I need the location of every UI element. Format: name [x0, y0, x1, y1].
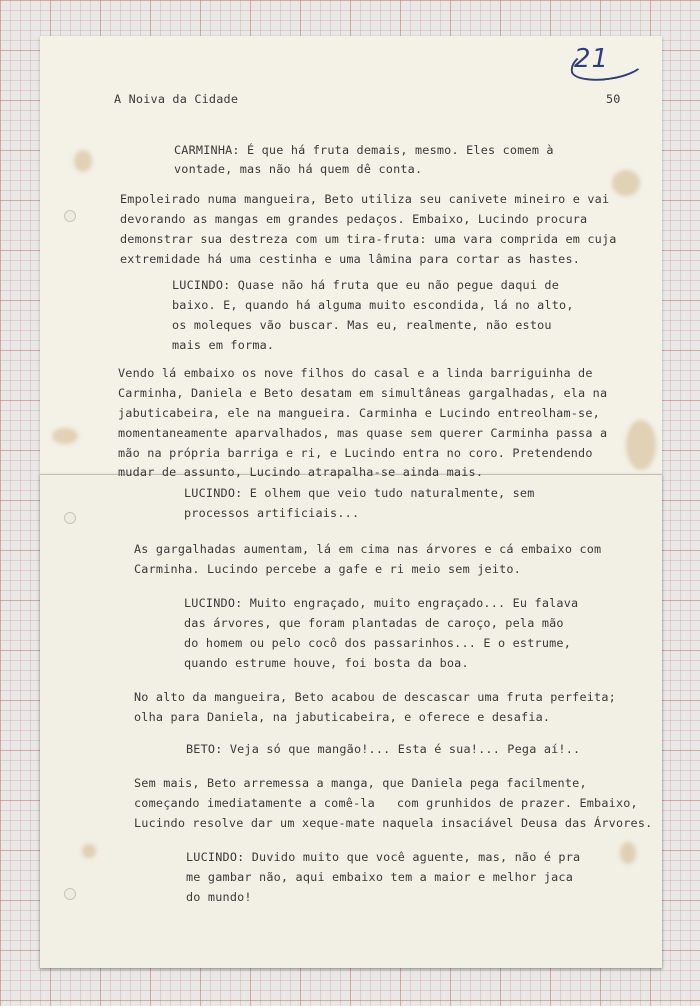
action-line: momentaneamente aparvalhados, mas quase sem querer Carminha passa a: [118, 426, 608, 440]
action-line: Carminha, Daniela e Beto desatam em simultâneas gargalhadas, ela na: [118, 386, 608, 400]
stain-mark: [82, 844, 96, 858]
page-number: 50: [606, 92, 621, 106]
dialogue-line: das árvores, que foram plantadas de caroço, pela mão: [184, 616, 564, 630]
action-line: jabuticabeira, ele na mangueira. Carminha e Lucindo entreolham-se,: [118, 406, 600, 420]
dialogue-line: do homem ou pelo cocô dos passarinhos... E o estrume,: [184, 636, 572, 650]
punch-hole: [64, 888, 76, 900]
dialogue-line: LUCINDO: E olhem que veio tudo naturalmente, sem: [184, 486, 535, 500]
dialogue-line: CARMINHA: É que há fruta demais, mesmo. Eles comem à: [174, 143, 554, 157]
dialogue-line: LUCINDO: Muito engraçado, muito engraçado... Eu falava: [184, 596, 579, 610]
stain-mark: [74, 150, 92, 172]
action-line: Carminha. Lucindo percebe a gafe e ri meio sem jeito.: [134, 562, 522, 576]
action-line: Sem mais, Beto arremessa a manga, que Daniela pega facilmente,: [134, 776, 587, 790]
action-line: Lucindo resolve dar um xeque-mate naquela insaciável Deusa das Árvores.: [134, 816, 653, 830]
dialogue-line: LUCINDO: Quase não há fruta que eu não pegue daqui de: [172, 278, 560, 292]
action-line: As gargalhadas aumentam, lá em cima nas árvores e cá embaixo com: [134, 542, 602, 556]
action-line: mudar de assunto, Lucindo atrapalha-se ainda mais.: [118, 465, 484, 479]
dialogue-line: BETO: Veja só que mangão!... Esta é sua!... Pega aí!..: [186, 742, 581, 756]
action-line: mão na própria barriga e ri, e Lucindo entra no coro. Pretendendo: [118, 446, 593, 460]
dialogue-line: do mundo!: [186, 890, 252, 904]
dialogue-line: baixo. E, quando há alguma muito escondida, lá no alto,: [172, 298, 574, 312]
punch-hole: [64, 512, 76, 524]
punch-hole: [64, 210, 76, 222]
action-line: Vendo lá embaixo os nove filhos do casal e a linda barriguinha de: [118, 366, 593, 380]
document-title: A Noiva da Cidade: [114, 92, 239, 106]
dialogue-line: quando estrume houve, foi bosta da boa.: [184, 656, 469, 670]
action-line: devorando as mangas em grandes pedaços. Embaixo, Lucindo procura: [120, 212, 588, 226]
action-line: Empoleirado numa mangueira, Beto utiliza seu canivete mineiro e vai: [120, 192, 610, 206]
dialogue-line: vontade, mas não há quem dê conta.: [174, 162, 423, 176]
dialogue-line: LUCINDO: Duvido muito que você aguente, mas, não é pra: [186, 850, 581, 864]
stain-mark: [626, 420, 656, 470]
dialogue-line: mais em forma.: [172, 338, 275, 352]
dialogue-line: me gambar não, aqui embaixo tem a maior e melhor jaca: [186, 870, 574, 884]
dialogue-line: os moleques vão buscar. Mas eu, realmente, não estou: [172, 318, 552, 332]
action-line: No alto da mangueira, Beto acabou de descascar uma fruta perfeita;: [134, 690, 616, 704]
dialogue-line: processos artificiais...: [184, 506, 360, 520]
action-line: demonstrar sua destreza com um tira-fruta: uma vara comprida em cuja: [120, 232, 617, 246]
pencil-page-mark: 21: [574, 44, 610, 74]
stain-mark: [620, 842, 636, 864]
stain-mark: [612, 170, 640, 196]
action-line: começando imediatamente a comê-la com grunhidos de prazer. Embaixo,: [134, 796, 638, 810]
stain-mark: [52, 428, 78, 444]
action-line: olha para Daniela, na jabuticabeira, e oferece e desafia.: [134, 710, 551, 724]
action-line: extremidade há uma cestinha e uma lâmina para cortar as hastes.: [120, 252, 581, 266]
